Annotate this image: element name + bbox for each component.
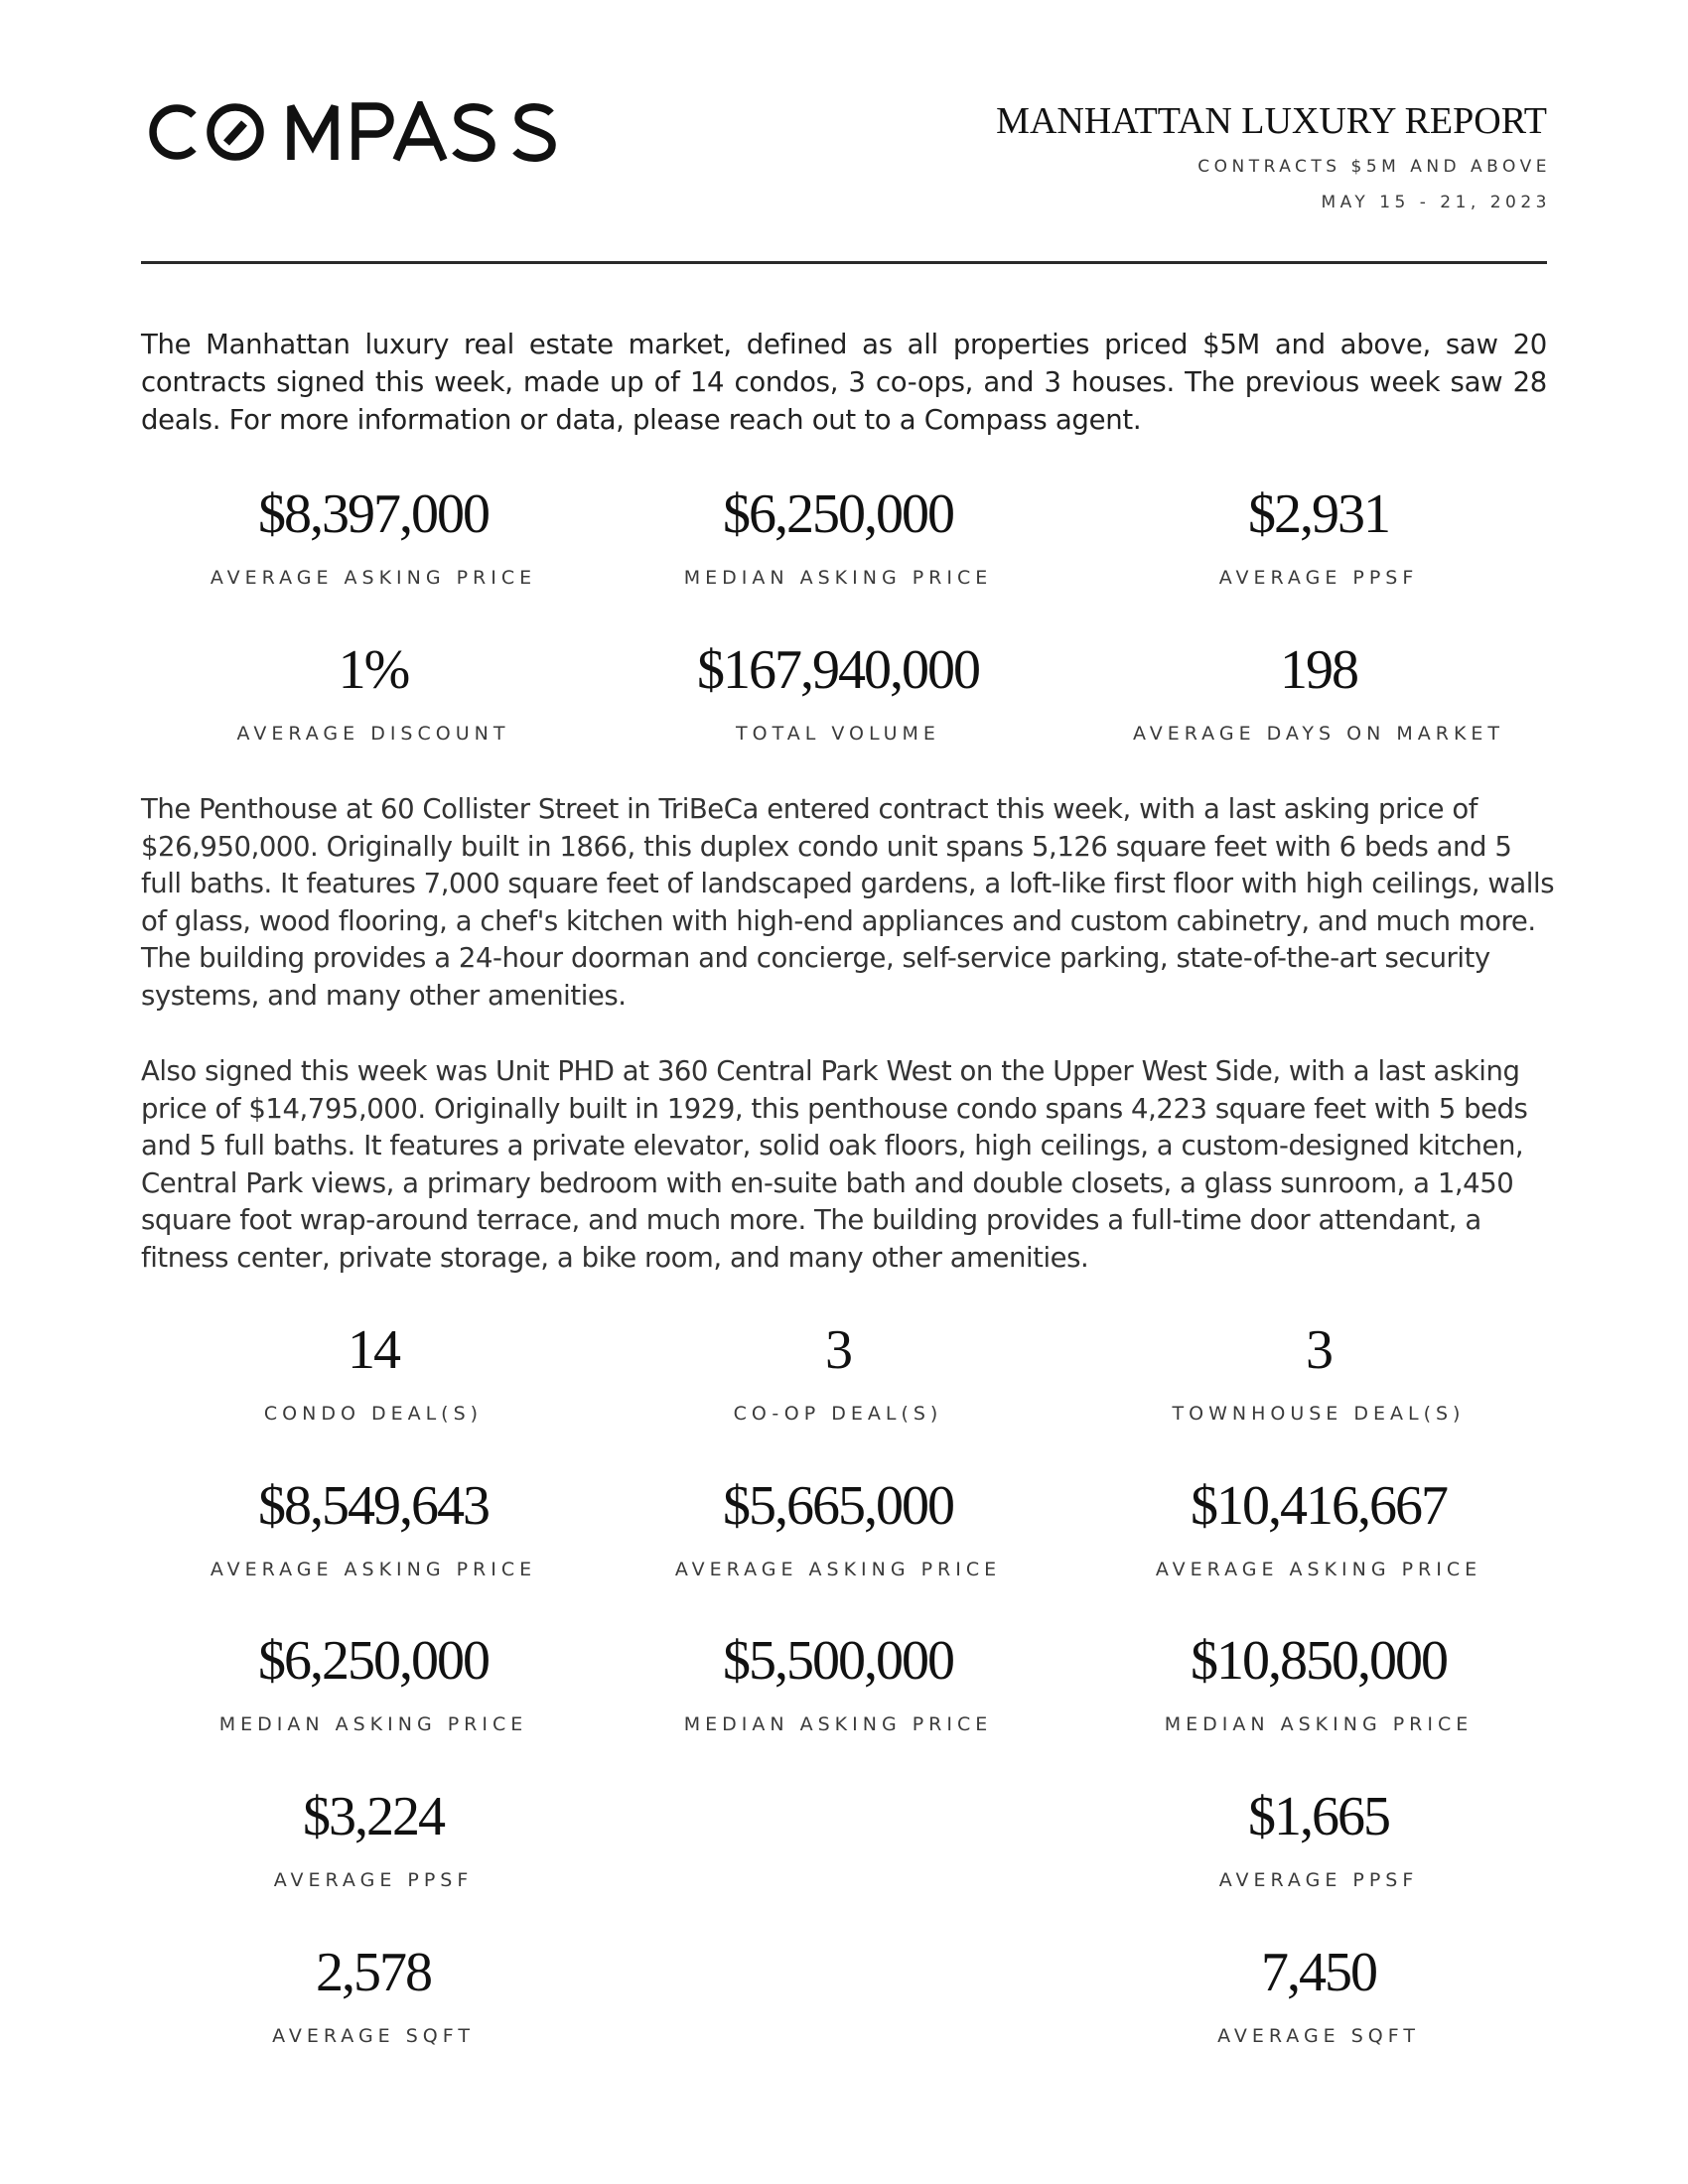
stat-label: MEDIAN ASKING PRICE [1164,1713,1474,1735]
stat-label: AVERAGE ASKING PRICE [1155,1559,1482,1580]
stat-value: 3 [825,1319,851,1381]
report-date-range: MAY 15 - 21, 2023 [1321,193,1551,212]
stat-label: CO-OP DEAL(S) [733,1403,943,1425]
townhouse-average-ppsf [1090,1787,1547,1892]
stat-label: AVERAGE SQFT [1217,2025,1420,2047]
condo-deals [145,1320,602,1426]
stat-value: 7,450 [1261,1942,1376,2003]
stat-label: TOTAL VOLUME [736,723,940,745]
stat-average-ppsf [1090,484,1547,590]
stat-label: AVERAGE PPSF [273,1869,474,1891]
townhouse-median-asking-price [1090,1631,1547,1736]
coop-deals [610,1320,1066,1426]
stat-value: $10,850,000 [1191,1630,1447,1692]
stat-label: AVERAGE SQFT [272,2025,475,2047]
stat-label: MEDIAN ASKING PRICE [683,567,993,589]
stat-label: AVERAGE ASKING PRICE [674,1559,1002,1580]
coop-average-asking-price [610,1476,1066,1581]
stat-value: $6,250,000 [723,483,953,545]
stat-label: AVERAGE DISCOUNT [236,723,510,745]
stat-value: $5,500,000 [723,1630,953,1692]
condo-average-asking-price [145,1476,602,1581]
townhouse-average-asking-price [1090,1476,1547,1581]
stat-label: MEDIAN ASKING PRICE [683,1713,993,1735]
townhouse-average-sqft [1090,1943,1547,2048]
condo-average-ppsf [145,1787,602,1892]
stat-value: 198 [1280,639,1357,701]
stat-value: 1% [338,639,409,701]
stat-average-discount [145,640,602,746]
coop-median-asking-price [610,1631,1066,1736]
stat-label: AVERAGE PPSF [1218,567,1419,589]
stat-label: CONDO DEAL(S) [263,1403,484,1425]
compass-logo [142,101,564,163]
townhouse-deals [1090,1320,1547,1426]
stat-value: 14 [348,1319,399,1381]
stat-label: TOWNHOUSE DEAL(S) [1172,1403,1466,1425]
stat-value: $3,224 [303,1786,444,1847]
stat-label: AVERAGE ASKING PRICE [210,1559,537,1580]
highlight-paragraph-1: The Penthouse at 60 Collister Street in TriBeCa entered contract this week, with a last asking price of $26,950,000. Originally built in 1866, this duplex condo unit spans 5,126 square feet with 6 beds and 5 full baths. It features 7,000 square feet of landscaped gardens, a loft-like first floor with high ceilings, walls of glass, wood flooring, a chef's kitchen with high-end appliances and custom cabinetry, and much more. The building provides a 24-hour doorman and concierge, self-service parking, state-of-the-art security systems, and many other amenities. [141,793,1555,1012]
stat-average-days-on-market [1090,640,1547,746]
report-subtitle: CONTRACTS $5M AND ABOVE [1197,157,1551,177]
stat-value: $167,940,000 [697,639,979,701]
stat-value: $6,250,000 [258,1630,489,1692]
stat-median-asking-price [610,484,1066,590]
stat-label: AVERAGE DAYS ON MARKET [1132,723,1505,745]
condo-average-sqft [145,1943,602,2048]
compass-logo-icon [142,101,564,163]
report-header [996,99,1551,213]
header-divider [141,261,1547,264]
stat-value: $2,931 [1248,483,1389,545]
stat-value: 3 [1306,1319,1332,1381]
stat-value: $8,549,643 [258,1475,489,1537]
stat-value: 2,578 [316,1942,431,2003]
stat-value: $5,665,000 [723,1475,953,1537]
report-title: MANHATTAN LUXURY REPORT [996,100,1547,142]
stat-label: AVERAGE ASKING PRICE [210,567,537,589]
stat-value: $10,416,667 [1191,1475,1447,1537]
stat-label: MEDIAN ASKING PRICE [218,1713,528,1735]
stat-average-asking-price [145,484,602,590]
stat-value: $8,397,000 [258,483,489,545]
stat-value: $1,665 [1248,1786,1389,1847]
condo-median-asking-price [145,1631,602,1736]
highlight-paragraph-2: Also signed this week was Unit PHD at 360 Central Park West on the Upper West Side, with a last asking price of $14,795,000. Originally built in 1929, this penthouse condo spans 4,223 square feet with 5 beds and 5 full baths. It features a private elevator, solid oak floors, high ceilings, a custom-designed kitchen, Central Park views, a primary bedroom with en-suite bath and double closets, a glass sunroom, a 1,450 square foot wrap-around terrace, and much more. The building provides a full-time door attendant, a fitness center, private storage, a bike room, and many other amenities. [141,1055,1528,1274]
intro-paragraph: The Manhattan luxury real estate market, defined as all properties priced $5M and above, saw 20 contracts signed this week, made up of 14 condos, 3 co-ops, and 3 houses. The previous week saw 28 deals. For more information or data, please reach out to a Compass agent. [141,329,1547,436]
stat-label: AVERAGE PPSF [1218,1869,1419,1891]
stat-total-volume [610,640,1066,746]
